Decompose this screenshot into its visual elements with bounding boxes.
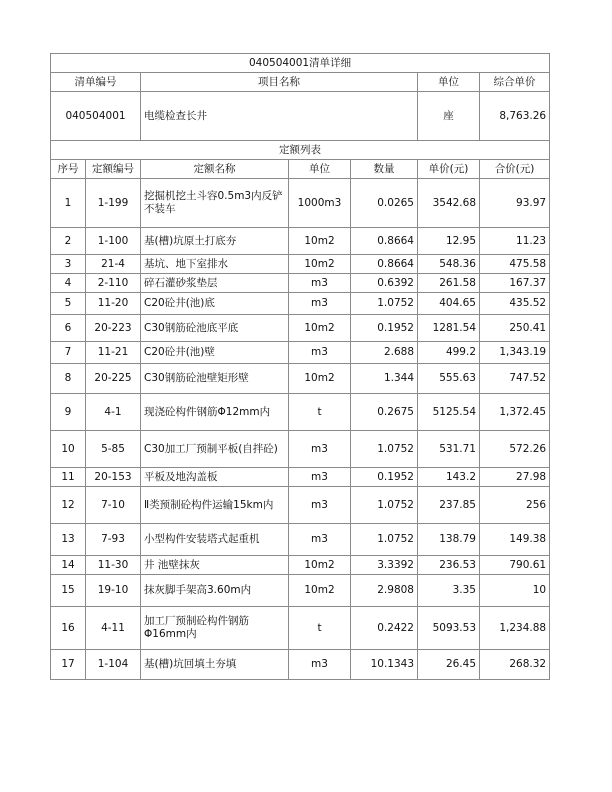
row-name: C30加工厂预制平板(自拌砼) [141, 431, 289, 468]
row-name: 小型构件安装塔式起重机 [141, 524, 289, 556]
table-row [51, 364, 550, 394]
total-header: 合价(元) [480, 160, 550, 179]
row-qty: 0.1952 [351, 468, 418, 487]
bill-code: 040504001 [51, 92, 141, 141]
row-unit: m3 [289, 342, 351, 364]
table-row [51, 524, 550, 556]
row-unit: m3 [289, 293, 351, 315]
row-name: 基(槽)坑回填土夯填 [141, 650, 289, 680]
row-qty: 1.0752 [351, 293, 418, 315]
row-qty: 1.0752 [351, 487, 418, 524]
table-title: 040504001清单详细 [51, 54, 550, 73]
row-seq: 13 [51, 524, 86, 556]
table-row [51, 255, 550, 274]
row-seq: 14 [51, 556, 86, 575]
table-row [51, 179, 550, 228]
row-total: 790.61 [480, 556, 550, 575]
table-row [51, 315, 550, 342]
row-qty: 0.2675 [351, 394, 418, 431]
row-seq: 15 [51, 575, 86, 607]
row-unit: 10m2 [289, 315, 351, 342]
bill-price: 8,763.26 [480, 92, 550, 141]
bill-unit-header: 单位 [418, 73, 480, 92]
row-total: 256 [480, 487, 550, 524]
row-unit: 10m2 [289, 556, 351, 575]
row-total: 10 [480, 575, 550, 607]
row-name: C20砼井(池)底 [141, 293, 289, 315]
row-name: 抹灰脚手架高3.60m内 [141, 575, 289, 607]
row-code: 1-100 [86, 228, 141, 255]
table-row [51, 468, 550, 487]
bill-unit: 座 [418, 92, 480, 141]
row-price: 5093.53 [418, 607, 480, 650]
quota-header-row [51, 160, 550, 179]
row-qty: 2.9808 [351, 575, 418, 607]
table-row [51, 342, 550, 364]
row-unit: m3 [289, 650, 351, 680]
row-unit: t [289, 394, 351, 431]
row-total: 1,234.88 [480, 607, 550, 650]
row-seq: 17 [51, 650, 86, 680]
row-qty: 1.0752 [351, 524, 418, 556]
row-seq: 9 [51, 394, 86, 431]
bill-header-row [51, 73, 550, 92]
row-unit: 10m2 [289, 228, 351, 255]
row-code: 21-4 [86, 255, 141, 274]
title-row [51, 54, 550, 73]
row-seq: 11 [51, 468, 86, 487]
row-code: 1-199 [86, 179, 141, 228]
row-total: 475.58 [480, 255, 550, 274]
row-code: 11-21 [86, 342, 141, 364]
row-total: 27.98 [480, 468, 550, 487]
row-unit: m3 [289, 468, 351, 487]
row-qty: 0.6392 [351, 274, 418, 293]
row-code: 20-225 [86, 364, 141, 394]
row-price: 3542.68 [418, 179, 480, 228]
qty-header: 数量 [351, 160, 418, 179]
code-header: 定额编号 [86, 160, 141, 179]
row-seq: 3 [51, 255, 86, 274]
row-qty: 3.3392 [351, 556, 418, 575]
row-total: 250.41 [480, 315, 550, 342]
row-code: 19-10 [86, 575, 141, 607]
bill-price-header: 综合单价 [480, 73, 550, 92]
row-code: 7-10 [86, 487, 141, 524]
table-row [51, 293, 550, 315]
bill-code-header: 清单编号 [51, 73, 141, 92]
row-name: 基(槽)坑原土打底夯 [141, 228, 289, 255]
row-unit: t [289, 607, 351, 650]
row-total: 11.23 [480, 228, 550, 255]
row-name: C30钢筋砼池壁矩形壁 [141, 364, 289, 394]
row-price: 138.79 [418, 524, 480, 556]
table-row [51, 575, 550, 607]
row-name: 井 池壁抹灰 [141, 556, 289, 575]
row-code: 5-85 [86, 431, 141, 468]
row-seq: 8 [51, 364, 86, 394]
row-total: 93.97 [480, 179, 550, 228]
table-row [51, 556, 550, 575]
row-code: 7-93 [86, 524, 141, 556]
row-price: 531.71 [418, 431, 480, 468]
row-seq: 5 [51, 293, 86, 315]
row-code: 2-110 [86, 274, 141, 293]
row-name: 碎石灌砂浆垫层 [141, 274, 289, 293]
row-name: C30钢筋砼池底平底 [141, 315, 289, 342]
row-qty: 0.0265 [351, 179, 418, 228]
row-unit: 10m2 [289, 364, 351, 394]
row-unit: m3 [289, 524, 351, 556]
unit-header: 单位 [289, 160, 351, 179]
row-price: 26.45 [418, 650, 480, 680]
row-price: 236.53 [418, 556, 480, 575]
row-unit: m3 [289, 487, 351, 524]
price-header: 单价(元) [418, 160, 480, 179]
row-unit: m3 [289, 274, 351, 293]
row-price: 404.65 [418, 293, 480, 315]
bill-row [51, 92, 550, 141]
table-row [51, 274, 550, 293]
name-header: 定额名称 [141, 160, 289, 179]
row-seq: 4 [51, 274, 86, 293]
table-row [51, 487, 550, 524]
row-qty: 0.8664 [351, 228, 418, 255]
row-code: 4-1 [86, 394, 141, 431]
row-name: C20砼井(池)壁 [141, 342, 289, 364]
row-name: 平板及地沟盖板 [141, 468, 289, 487]
row-price: 1281.54 [418, 315, 480, 342]
row-total: 268.32 [480, 650, 550, 680]
row-total: 435.52 [480, 293, 550, 315]
table-row [51, 228, 550, 255]
bill-name-header: 项目名称 [141, 73, 418, 92]
row-unit: 1000m3 [289, 179, 351, 228]
row-code: 11-20 [86, 293, 141, 315]
row-price: 548.36 [418, 255, 480, 274]
row-qty: 0.2422 [351, 607, 418, 650]
bill-name: 电缆检查长井 [141, 92, 418, 141]
row-seq: 16 [51, 607, 86, 650]
row-name: 挖掘机挖土斗容0.5m3内反铲不装车 [141, 179, 289, 228]
row-code: 20-153 [86, 468, 141, 487]
row-seq: 12 [51, 487, 86, 524]
row-code: 11-30 [86, 556, 141, 575]
row-qty: 2.688 [351, 342, 418, 364]
quota-rows [51, 179, 550, 680]
row-unit: 10m2 [289, 255, 351, 274]
row-total: 747.52 [480, 364, 550, 394]
row-price: 5125.54 [418, 394, 480, 431]
row-price: 237.85 [418, 487, 480, 524]
row-seq: 7 [51, 342, 86, 364]
row-qty: 0.1952 [351, 315, 418, 342]
quota-title-row [51, 141, 550, 160]
row-qty: 10.1343 [351, 650, 418, 680]
row-seq: 6 [51, 315, 86, 342]
row-price: 555.63 [418, 364, 480, 394]
row-name: 现浇砼构件钢筋Φ12mm内 [141, 394, 289, 431]
quota-title: 定额列表 [51, 141, 550, 160]
row-total: 167.37 [480, 274, 550, 293]
row-total: 1,343.19 [480, 342, 550, 364]
row-code: 1-104 [86, 650, 141, 680]
row-price: 261.58 [418, 274, 480, 293]
row-name: Ⅱ类预制砼构件运输15km内 [141, 487, 289, 524]
row-price: 3.35 [418, 575, 480, 607]
row-price: 12.95 [418, 228, 480, 255]
table-row [51, 650, 550, 680]
seq-header: 序号 [51, 160, 86, 179]
row-name: 基坑、地下室排水 [141, 255, 289, 274]
row-total: 1,372.45 [480, 394, 550, 431]
row-seq: 1 [51, 179, 86, 228]
row-code: 20-223 [86, 315, 141, 342]
row-name: 加工厂预制砼构件钢筋Φ16mm内 [141, 607, 289, 650]
row-qty: 1.344 [351, 364, 418, 394]
row-price: 143.2 [418, 468, 480, 487]
bill-detail-table [50, 53, 550, 680]
row-total: 149.38 [480, 524, 550, 556]
row-unit: 10m2 [289, 575, 351, 607]
row-qty: 1.0752 [351, 431, 418, 468]
row-total: 572.26 [480, 431, 550, 468]
row-unit: m3 [289, 431, 351, 468]
row-qty: 0.8664 [351, 255, 418, 274]
row-code: 4-11 [86, 607, 141, 650]
table-row [51, 394, 550, 431]
row-seq: 2 [51, 228, 86, 255]
row-seq: 10 [51, 431, 86, 468]
table-row [51, 431, 550, 468]
row-price: 499.2 [418, 342, 480, 364]
table-row [51, 607, 550, 650]
